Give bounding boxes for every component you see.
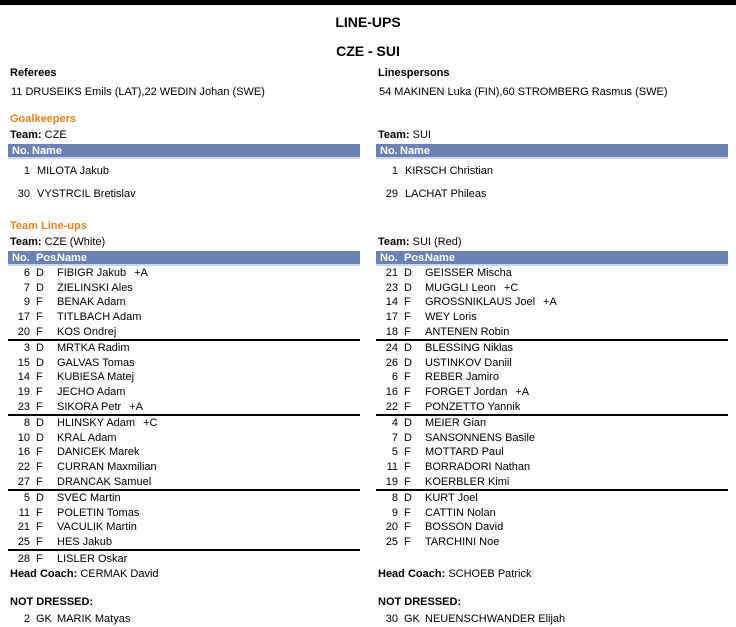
player-number: 9 (23, 296, 30, 309)
team-name: CZE (White) (44, 236, 106, 248)
player-position: D (404, 342, 412, 355)
player-number: 2 (23, 613, 30, 626)
not-dressed-rows (8, 612, 360, 627)
player-position: F (36, 475, 43, 488)
player-row (376, 535, 728, 550)
player-row (376, 385, 728, 400)
player-row (8, 281, 360, 296)
player-position: D (36, 417, 44, 430)
player-row (8, 612, 360, 627)
column-header-no: No. (12, 144, 30, 157)
player-number: 8 (391, 492, 398, 505)
player-number: 8 (23, 417, 30, 430)
player-row (8, 341, 360, 356)
team-label: Team: (378, 236, 410, 248)
player-name: MARIK Matyas (57, 613, 131, 626)
player-name: FIBIGR Jakub (57, 267, 127, 280)
player-number: 15 (17, 356, 30, 369)
player-number: 19 (17, 386, 30, 399)
head-coach-name: CERMAK David (80, 568, 159, 580)
player-group (8, 414, 360, 489)
player-name: MUGGLI Leon (425, 281, 496, 294)
player-row (8, 370, 360, 385)
player-name: JECHO Adam (57, 386, 126, 399)
player-name: VACULIK Martin (57, 521, 137, 534)
player-number: 26 (385, 356, 398, 369)
player-position: D (404, 267, 412, 280)
player-position: F (404, 325, 411, 338)
player-number: 22 (385, 400, 398, 413)
player-number: 29 (385, 187, 398, 200)
player-row (376, 295, 728, 310)
not-dressed-label: NOT DRESSED: (378, 596, 462, 608)
player-position: F (36, 506, 43, 519)
player-position: F (36, 311, 43, 324)
not-dressed-rows (376, 612, 728, 627)
player-row (8, 491, 360, 506)
referees-block (8, 67, 360, 98)
player-position: D (404, 492, 412, 505)
player-number: 17 (385, 311, 398, 324)
linespersons-label: Linespersons (378, 67, 450, 79)
player-number: 5 (23, 492, 30, 505)
player-position: F (36, 296, 43, 309)
captain-mark: +C (143, 417, 158, 430)
player-number: 11 (18, 506, 30, 519)
lineups-tables (0, 234, 736, 627)
head-coach-line (376, 568, 728, 580)
player-name: KURT Joel (425, 492, 478, 505)
player-name: SANSONNENS Basile (425, 431, 536, 444)
player-position: F (36, 371, 43, 384)
player-groups (376, 266, 728, 562)
player-position: F (36, 446, 43, 459)
player-name: HLINSKY Adam (57, 417, 136, 430)
player-group (376, 266, 728, 339)
column-header-name: Name (425, 251, 455, 264)
player-row (8, 399, 360, 414)
player-position: F (404, 400, 411, 413)
captain-mark: +A (543, 296, 557, 309)
player-row (376, 506, 728, 521)
player-number: 20 (385, 521, 398, 534)
head-coach-name: SCHOEB Patrick (448, 568, 532, 580)
table-header (8, 251, 360, 266)
player-position: D (36, 431, 44, 444)
player-row (376, 399, 728, 414)
player-row (376, 474, 728, 489)
player-name: HES Jakub (57, 535, 113, 548)
column-header-pos: Pos. (36, 251, 60, 264)
player-number: 30 (385, 613, 398, 626)
team-label: Team: (10, 236, 42, 248)
player-number: 14 (385, 296, 398, 309)
player-row (376, 324, 728, 339)
not-dressed-label: NOT DRESSED: (10, 596, 94, 608)
player-name: REBER Jamiro (425, 371, 499, 384)
player-row (8, 356, 360, 371)
player-position: F (36, 325, 43, 338)
captain-mark: +A (515, 386, 530, 399)
player-row (376, 266, 728, 281)
player-number: 7 (23, 281, 30, 294)
head-coach-label: Head Coach: (378, 568, 446, 580)
player-name: MRTKA Radim (57, 342, 130, 355)
player-position: D (36, 492, 44, 505)
player-position: F (404, 386, 411, 399)
player-name: KIRSCH Christian (405, 164, 494, 177)
player-position: F (404, 296, 411, 309)
player-group (8, 489, 360, 549)
player-name: KOERBLER Kimi (425, 475, 510, 488)
player-number: 6 (391, 371, 398, 384)
player-row (8, 445, 360, 460)
player-name: SVEC Martin (57, 492, 121, 505)
player-number: 25 (385, 535, 398, 548)
player-name: ZIELINSKI Ales (57, 281, 133, 294)
column-header-pos: Pos. (404, 251, 428, 264)
team-name: SUI (412, 129, 431, 141)
player-row (376, 341, 728, 356)
player-row (8, 460, 360, 475)
player-row (376, 281, 728, 296)
player-row (8, 416, 360, 431)
column-header-name: Name (32, 144, 62, 157)
goalkeeper-rows (8, 159, 360, 205)
player-group (8, 339, 360, 414)
team-line (376, 236, 728, 248)
player-name: CURRAN Maxmilian (57, 461, 157, 474)
head-coach-label: Head Coach: (10, 568, 78, 580)
player-row (8, 159, 360, 182)
player-number: 21 (17, 521, 30, 534)
top-rule (0, 0, 736, 5)
column-header-name: Name (57, 251, 87, 264)
player-position: D (404, 431, 412, 444)
officials-section (0, 67, 736, 98)
lineups-section-label: Team Line-ups (10, 220, 87, 232)
player-number: 5 (391, 446, 398, 459)
player-number: 25 (17, 535, 30, 548)
player-position: F (404, 506, 411, 519)
goalkeepers-section-label: Goalkeepers (10, 113, 77, 125)
player-row (376, 182, 728, 205)
player-name: KOS Ondrej (57, 325, 117, 338)
player-row (8, 266, 360, 281)
player-row (376, 416, 728, 431)
player-number: 17 (17, 311, 30, 324)
player-position: D (36, 356, 44, 369)
player-name: ANTENEN Robin (425, 325, 510, 338)
player-groups (8, 266, 360, 565)
player-position: D (36, 267, 44, 280)
player-name: POLETIN Tomas (57, 506, 140, 519)
player-position: F (404, 535, 411, 548)
table-header (376, 251, 728, 266)
player-position: D (36, 281, 44, 294)
player-name: LISLER Oskar (57, 552, 128, 565)
player-number: 16 (385, 386, 398, 399)
player-position: F (36, 552, 43, 565)
player-row (8, 182, 360, 205)
team-name: SUI (Red) (412, 236, 462, 248)
player-row (8, 535, 360, 550)
column-header-name: Name (400, 144, 430, 157)
player-number: 23 (385, 281, 398, 294)
player-row (8, 474, 360, 489)
player-number: 22 (17, 461, 30, 474)
player-number: 30 (17, 187, 30, 200)
player-position: F (36, 400, 43, 413)
player-number: 11 (386, 461, 398, 474)
column-header-no: No. (380, 144, 398, 157)
player-position: F (404, 446, 411, 459)
player-position: F (404, 311, 411, 324)
player-name: CATTIN Nolan (425, 506, 496, 519)
player-name: PONZETTO Yannik (425, 400, 521, 413)
captain-mark: +A (134, 267, 148, 280)
player-name: KRAL Adam (57, 431, 117, 444)
player-row (8, 551, 360, 566)
player-name: TITLBACH Adam (57, 311, 142, 324)
player-name: TARCHINI Noe (425, 535, 500, 548)
player-number: 9 (391, 506, 398, 519)
player-row (376, 159, 728, 182)
player-name: LACHAT Phileas (405, 187, 487, 200)
player-number: 27 (17, 475, 30, 488)
goalkeepers-table-sui (376, 127, 728, 205)
team-name: CZE (44, 129, 67, 141)
captain-mark: +C (503, 281, 519, 294)
goalkeepers-tables (0, 127, 736, 205)
player-number: 1 (391, 164, 398, 177)
player-position: D (36, 342, 44, 355)
player-name: USTINKOV Daniil (425, 356, 512, 369)
team-label: Team: (378, 129, 410, 141)
player-position: F (404, 475, 411, 488)
player-name: SIKORA Petr (57, 400, 122, 413)
player-name: VYSTRCIL Bretislav (37, 187, 136, 200)
player-group (376, 339, 728, 414)
player-name: KUBIESA Matej (57, 371, 135, 384)
referees-label: Referees (10, 67, 57, 79)
player-position: GK (404, 613, 420, 626)
player-name: FORGET Jordan (425, 386, 508, 399)
referees-names: 11 DRUSEIKS Emils (LAT),22 WEDIN Johan (SWE) (11, 86, 265, 98)
goalkeepers-table-cze (8, 127, 360, 205)
player-row (376, 460, 728, 475)
head-coach-line (8, 568, 360, 580)
player-number: 3 (23, 342, 30, 355)
column-header-no: No. (12, 251, 30, 264)
player-name: NEUENSCHWANDER Elijah (425, 613, 566, 626)
player-position: F (404, 521, 411, 534)
player-row (376, 520, 728, 535)
goalkeeper-rows (376, 159, 728, 205)
player-group (8, 266, 360, 339)
player-name: BENAK Adam (57, 296, 126, 309)
player-row (8, 324, 360, 339)
player-row (8, 295, 360, 310)
team-line (376, 129, 728, 141)
player-name: WEY Loris (425, 311, 477, 324)
player-group (376, 414, 728, 489)
player-row (8, 506, 360, 521)
lineup-table-sui (376, 234, 728, 627)
captain-mark: +A (129, 400, 143, 413)
player-row (376, 431, 728, 446)
page-title: LINE-UPS (335, 14, 401, 30)
player-number: 28 (17, 552, 30, 565)
player-name: DANICEK Marek (57, 446, 140, 459)
player-number: 24 (385, 342, 398, 355)
player-position: F (36, 535, 43, 548)
player-name: DRANCAK Samuel (57, 475, 152, 488)
player-name: GROSSNIKLAUS Joel (425, 296, 536, 309)
player-number: 6 (23, 267, 30, 280)
player-row (8, 310, 360, 325)
player-name: MEIER Gian (425, 417, 487, 430)
matchup-title: CZE - SUI (336, 43, 400, 59)
player-position: D (404, 281, 412, 294)
player-number: 7 (391, 431, 398, 444)
player-group (376, 489, 728, 549)
player-position: F (36, 461, 43, 474)
player-row (8, 385, 360, 400)
team-label: Team: (10, 129, 42, 141)
player-row (376, 356, 728, 371)
player-name: MOTTARD Paul (425, 446, 504, 459)
team-line (8, 129, 360, 141)
table-header (8, 144, 360, 159)
player-position: F (36, 386, 43, 399)
player-row (8, 431, 360, 446)
player-position: F (404, 461, 411, 474)
player-number: 4 (391, 417, 398, 430)
player-position: GK (36, 613, 52, 626)
player-row (376, 491, 728, 506)
player-number: 14 (17, 371, 30, 384)
column-header-no: No. (380, 251, 398, 264)
player-name: BORRADORI Nathan (425, 461, 531, 474)
player-row (376, 612, 728, 627)
player-number: 10 (17, 431, 30, 444)
player-position: F (404, 371, 411, 384)
team-line (8, 236, 360, 248)
player-position: D (404, 356, 412, 369)
player-group (8, 549, 360, 566)
player-number: 23 (17, 400, 30, 413)
player-row (376, 445, 728, 460)
player-number: 20 (17, 325, 30, 338)
table-header (376, 144, 728, 159)
player-position: F (36, 521, 43, 534)
player-position: D (404, 417, 412, 430)
linespersons-block (376, 67, 728, 98)
player-name: MILOTA Jakub (37, 164, 109, 177)
player-name: BLESSING Niklas (425, 342, 514, 355)
player-number: 16 (17, 446, 30, 459)
player-row (8, 520, 360, 535)
player-number: 18 (385, 325, 398, 338)
player-name: BOSSON David (425, 521, 504, 534)
player-number: 1 (23, 164, 30, 177)
player-number: 21 (385, 267, 398, 280)
player-name: GEISSER Mischa (425, 267, 512, 280)
player-row (376, 370, 728, 385)
player-number: 19 (385, 475, 398, 488)
player-name: GALVAS Tomas (57, 356, 135, 369)
linespersons-names: 54 MAKINEN Luka (FIN),60 STROMBERG Rasmus (SWE) (379, 86, 668, 98)
player-row (376, 310, 728, 325)
lineup-table-cze (8, 234, 360, 627)
